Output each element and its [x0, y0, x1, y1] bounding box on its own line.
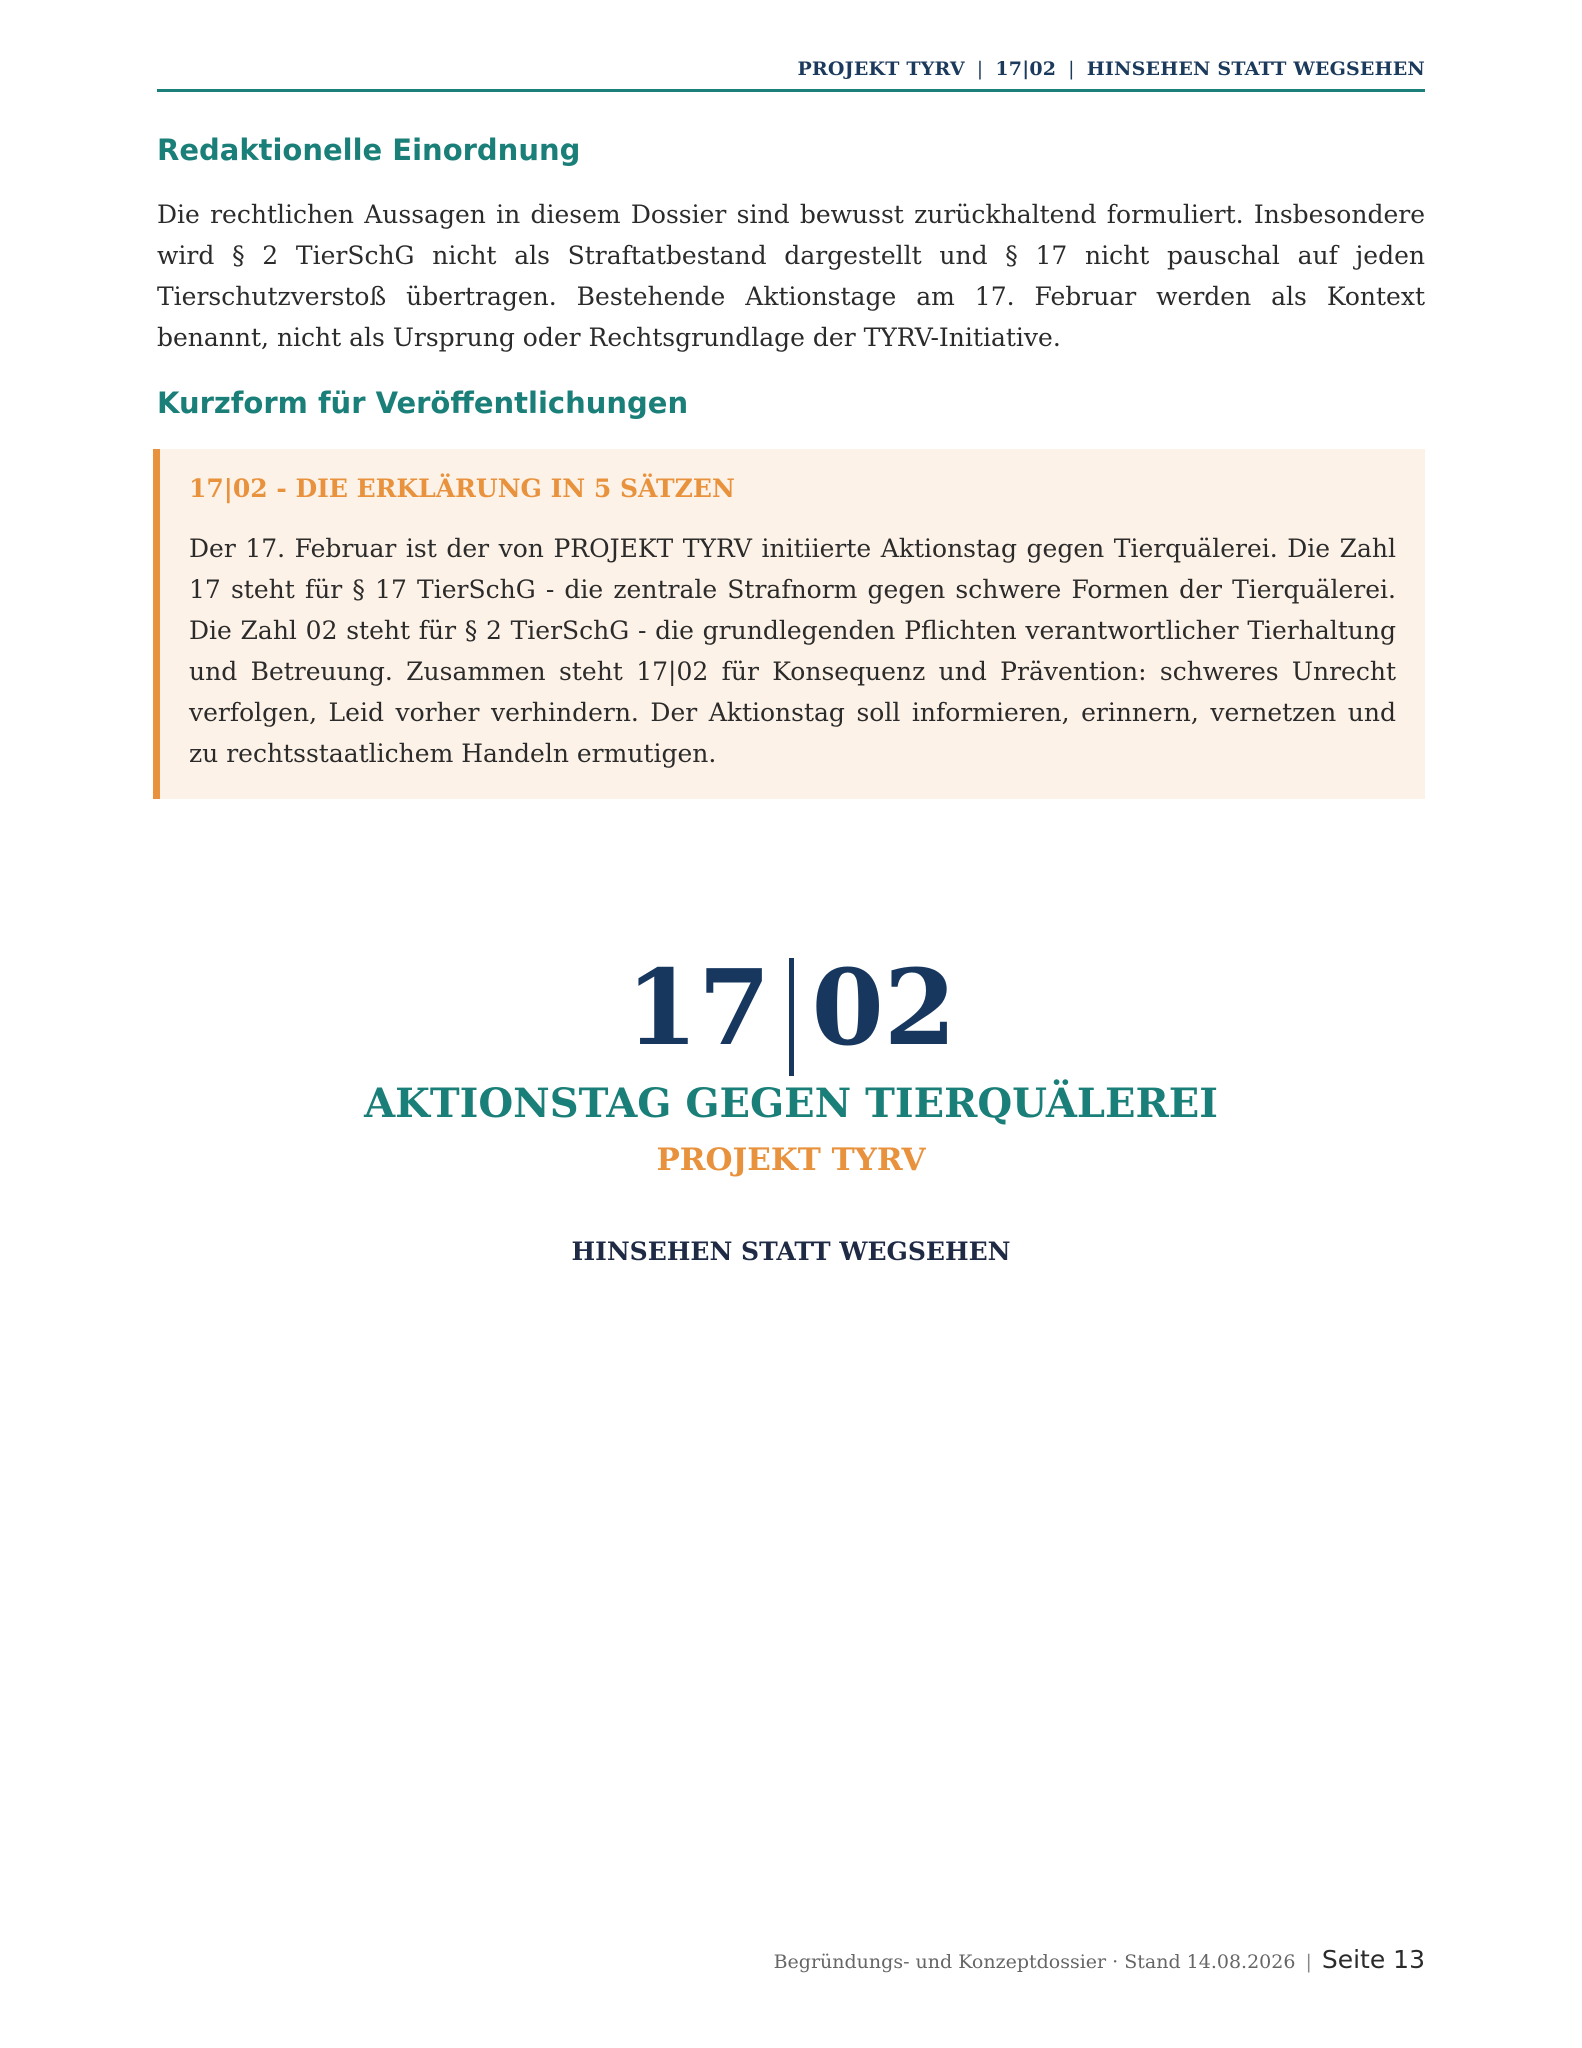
emblem-subtitle: PROJEKT TYRV [656, 1142, 926, 1178]
footer-document: Begründungs- und Konzeptdossier · Stand 14.08.2026 [773, 1951, 1296, 1973]
header-date-code: 17|02 [995, 58, 1057, 80]
emblem-number-left: 17 [625, 946, 771, 1069]
header-separator: | [1068, 58, 1075, 80]
section-body-einordnung: Die rechtlichen Aussagen in diesem Dossier sind bewusst zurückhaltend formuliert. Insbesondere wird § 2 TierSchG nicht als Straftatbestand dargestellt und § 17 nicht pauschal auf jeden Tierschutzverstoß übertragen. Bestehende Aktionstage am 17. Februar werden als Kontext benannt, nicht als Ursprung oder Rechtsgrundlage der TYRV-Initiative. [157, 200, 1425, 352]
footer-page-number: Seite 13 [1321, 1945, 1425, 1974]
date-emblem [157, 940, 1425, 1076]
section-heading-kurzform: Kurzform für Veröffentlichungen [157, 386, 689, 420]
header-project: PROJEKT TYRV [797, 58, 965, 80]
footer-separator: | [1305, 1951, 1312, 1973]
header-separator: | [976, 58, 984, 80]
summary-callout [153, 449, 1425, 799]
running-header [157, 58, 1425, 80]
header-slogan: HINSEHEN STATT WEGSEHEN [1086, 58, 1425, 80]
section-heading-einordnung: Redaktionelle Einordnung [157, 133, 581, 167]
emblem-title: AKTIONSTAG GEGEN TIERQUÄLEREI [364, 1080, 1218, 1127]
header-rule [157, 89, 1425, 92]
callout-title: 17|02 - DIE ERKLÄRUNG IN 5 SÄTZEN [189, 474, 735, 503]
emblem-number [626, 940, 956, 1076]
emblem-slogan: HINSEHEN STATT WEGSEHEN [571, 1237, 1011, 1266]
emblem-number-right: 02 [811, 946, 957, 1069]
emblem-divider [789, 958, 794, 1076]
document-page [157, 0, 1425, 2048]
page-footer [774, 1945, 1425, 1974]
callout-body: Der 17. Februar ist der von PROJEKT TYRV initiierte Aktionstag gegen Tierquälerei. Die Zahl 17 steht für § 17 TierSchG - die zentrale Strafnorm gegen schwere Formen der Tierquälerei. Die Zahl 02 steht für § 2 TierSchG - die grundlegenden Pflichten verantwortlicher Tierhaltung und Betreuung. Zusammen steht 17|02 für Konsequenz und Prävention: schweres Unrecht verfolgen, Leid vorher verhindern. Der Aktionstag soll informieren, erinnern, vernetzen und zu rechtsstaatlichem Handeln ermutigen. [189, 534, 1396, 768]
